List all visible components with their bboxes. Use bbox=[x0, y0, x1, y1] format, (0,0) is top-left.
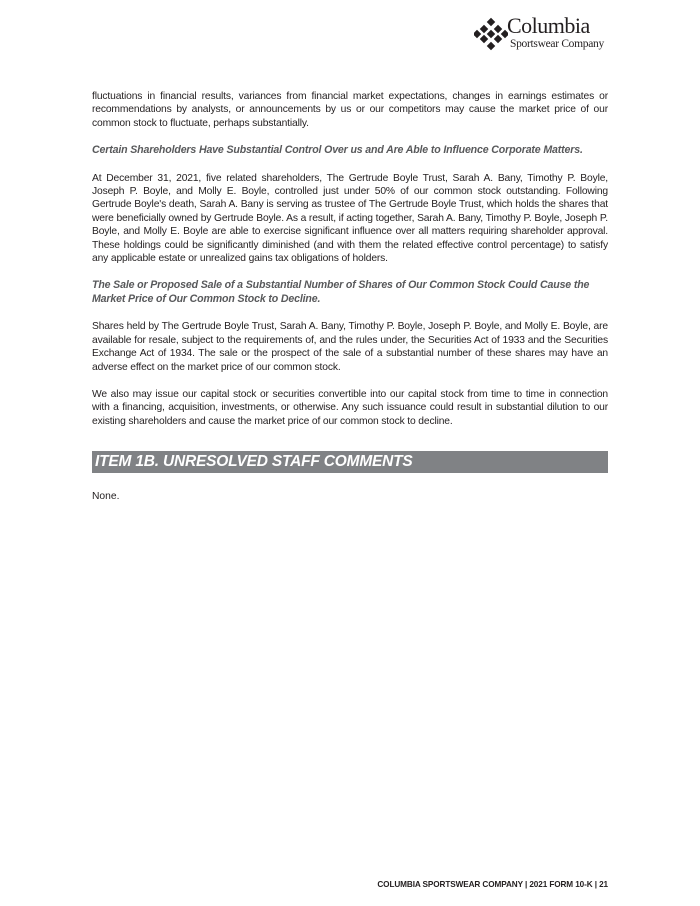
document-body bbox=[92, 90, 608, 428]
paragraph-share-resale: Shares held by The Gertrude Boyle Trust, Sarah A. Bany, Timothy P. Boyle, Joseph P. Boyle, and Molly E. Boyle, are available for resale, subject to the requirements of, and the rules under, the Securities Act of 1933 and the Securities Exchange Act of 1934. The sale or the prospect of the sale of a substantial number of these shares may have an adverse effect on the market price of our common stock. bbox=[92, 321, 608, 373]
section-body-text: None. bbox=[92, 491, 120, 502]
section-header-bar bbox=[92, 451, 608, 473]
company-logo bbox=[474, 15, 610, 55]
section-title: ITEM 1B. UNRESOLVED STAFF COMMENTS bbox=[95, 453, 413, 470]
diamond-grid-icon bbox=[474, 17, 508, 51]
paragraph-shareholder-control: At December 31, 2021, five related shareholders, The Gertrude Boyle Trust, Sarah A. Bany, Timothy P. Boyle, Joseph P. Boyle, and Molly E. Boyle, controlled just under 50% of our common stock outstanding. Following Gertrude Boyle's death, Sarah A. Bany is serving as trustee of The Gertrude Boyle Trust, which holds the shares that were beneficially owned by Gertrude Boyle. As a result, if acting together, Sarah A. Bany, Timothy P. Boyle, Joseph P. Boyle, and Molly E. Boyle are able to exercise significant influence over all matters requiring shareholder approval. These holdings could be significantly diminished (and with them the related effective control percentage) to satisfy any applicable estate or unrealized gains tax obligations of holders. bbox=[92, 172, 608, 265]
logo-subtitle: Sportswear Company bbox=[510, 38, 604, 50]
heading-share-sale: The Sale or Proposed Sale of a Substantial Number of Shares of Our Common Stock Could Cause the Market Price of Our Common Stock to Decline. bbox=[92, 279, 590, 305]
paragraph-market-fluctuation: fluctuations in financial results, variances from financial market expectations, changes in earnings estimates or recommendations by analysts, or announcements by us or our competitors may cause the market price of our common stock to fluctuate, perhaps substantially. bbox=[92, 91, 608, 129]
paragraph-stock-issuance: We also may issue our capital stock or securities convertible into our capital stock from time to time in connection with a financing, acquisition, investments, or otherwise. Any such issuance could result in substantial dilution to our existing shareholders and cause the market price of our common stock to decline. bbox=[92, 388, 608, 427]
page-footer: COLUMBIA SPORTSWEAR COMPANY | 2021 FORM 10-K | 21 bbox=[377, 880, 608, 889]
logo-wordmark: Columbia bbox=[507, 13, 590, 38]
heading-shareholder-control: Certain Shareholders Have Substantial Control Over us and Are Able to Influence Corporate Matters. bbox=[92, 144, 583, 157]
